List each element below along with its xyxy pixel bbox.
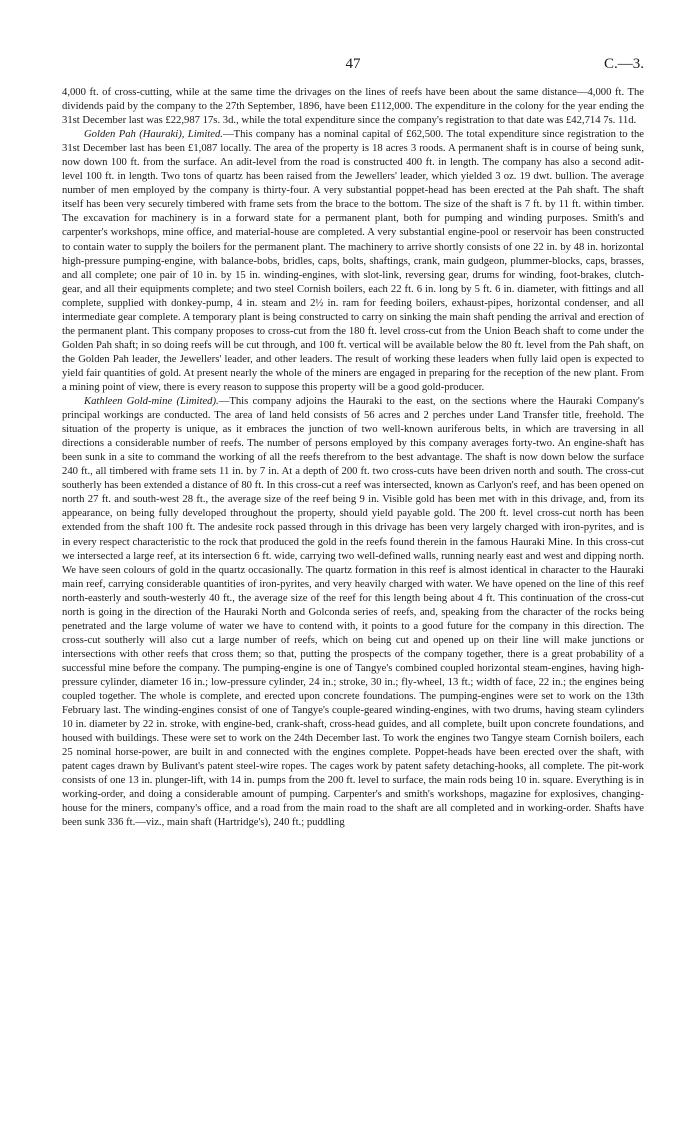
document-page (62, 56, 644, 830)
company-name: Kathleen Gold-mine (Limited). (84, 396, 219, 408)
company-name: Golden Pah (Hauraki), Limited. (84, 129, 223, 141)
page-header (62, 56, 644, 78)
paragraph-text: 4,000 ft. of cross-cutting, while at the same time the drivages on the lines of reefs have been about the same distance—4,000 ft. The dividends paid by the company to the 27th September, 1896, have been £112,000. The expenditure in the colony for the year ending the 31st December last was £22,987 17s. 3d., while the total expenditure since the company's registration to that date was £42,714 7s. 11d. (62, 87, 644, 127)
page-number: 47 (345, 56, 361, 72)
paragraph-continuation (62, 86, 644, 128)
paragraph-kathleen (62, 395, 644, 830)
paragraph-text: —This company has a nominal capital of £62,500. The total expenditure since registration to the 31st December last has been £1,087 locally. The area of the property is 18 acres 3 roods. A permanent shaft is in course of being sunk, now down 100 ft. from the surface. An adit-level from the road is constructed 400 ft. in length. The company has also a second adit-level 100 ft. in length. Two tons of quartz has been raised from the Jewellers' leader, which yielded 3 oz. 19 dwt. bullion. The average number of men employed by the company is thirty-four. A very substantial poppet-head has been erected at the Pah shaft. The shaft itself has been very securely timbered with frame sets from the brace to the bottom. The size of the shaft is 7 ft. by 11 ft. within timber. The excavation for machinery is in a forward state for a permanent plant, both for pumping and winding purposes. Smith's and carpenter's workshops, mine office, and material-house are completed. A very substantial engine-pool or reservoir has been constructed to contain water to supply the boilers for the permanent plant. The machinery to arrive shortly consists of one 22 in. by 48 in. horizontal high-pressure pumping-engine, with balance-bobs, bridles, caps, bolts, shaftings, crank, main gudgeon, plummer-blocks, caps, brasses, and all complete; one pair of 10 in. by 15 in. winding-engines, with slot-link, reversing gear, drums for winding, foot-brakes, clutch-gear, and all their equipments complete; and two steel Cornish boilers, each 22 ft. 6 in. long by 5 ft. 6 in. diameter, with fittings and all complete, supplied with donkey-pump, 4 in. steam and 2½ in. ram for feeding boilers, exhaust-pipes, horizontal condenser, and all intermediate gear complete. A temporary plant is being constructed to carry on sinking the main shaft pending the arrival and erection of the permanent plant. This company proposes to cross-cut from the 180 ft. level cross-cut from the Union Beach shaft to come under the Golden Pah shaft; in so doing reefs will be cut through, and 100 ft. vertical will be available below the 80 ft. level from the Pah shaft, on the Golden Pah leader, the Jewellers' leader, and other leaders. The result of working these leaders when fully laid open is expected to yield fair quantities of gold. At present nearly the whole of the miners are engaged in preparing for the reception of the new plant. From a mining point of view, there is every reason to suppose this property will be a good gold-producer. (62, 129, 644, 393)
paragraph-text: —This company adjoins the Hauraki to the east, on the sections where the Hauraki Company's principal workings are conducted. The area of land held consists of 56 acres and 2 perches under Land Transfer title, freehold. The situation of the property is unique, as it embraces the junction of two well-known auriferous belts, in which are traversing in all directions a considerable number of reefs. The number of persons employed by this company averages forty-two. An engine-shaft has been sunk in a site to command the working of all the reefs therefrom to the best advantage. The shaft is now down below the surface 240 ft., all timbered with frame sets 11 in. by 7 in. At a depth of 200 ft. two cross-cuts have been driven north and south. The cross-cut southerly has been extended a distance of 80 ft. In this cross-cut a reef was intersected, known as Carlyon's reef, and has been opened on north 27 ft. and south-west 28 ft., the average size of the reef being 9 in. Visible gold has been met with in this drivage, and, from its appearance, on being fully developed throughout the property, should yield payable gold. The 200 ft. level cross-cut north has been extended from the shaft 100 ft. The andesite rock passed through in this drivage has been very largely charged with iron-pyrites, and is in every respect characteristic to the rock that produced the gold in the reefs found therein in the famous Hauraki Mine. In this cross-cut we intersected a large reef, at its intersection 6 ft. wide, carrying two well-defined walls, running nearly east and west and dipping north. We have seen colours of gold in the quartz occasionally. The quartz formation in this reef is almost identical in character to the Hauraki main reef, carrying considerable quantities of iron-pyrites, and very heavily charged with water. We have opened on the line of this reef north-easterly and south-westerly 40 ft., the average size of the reef for this length being about 4 ft. This continuation of the cross-cut north is going in the direction of the Hauraki North and Golconda series of reefs, and, speaking from the character of the rocks being penetrated and the large volume of water we have to contend with, it points to a good future for the company in this direction. The cross-cut southerly will also cut a large number of reefs, which on being cut and opened up on their line will make junctions or intersections with other reefs that cross them; so that, putting the prospects of the company together, there is a great probability of a successful mine before the company. The pumping-engine is one of Tangye's combined coupled horizontal steam-engines, having high-pressure cylinder, diameter 16 in.; low-pressure cylinder, 24 in.; stroke, 30 in.; fly-wheel, 13 ft.; width of face, 22 in.; the engines being coupled together. The whole is complete, and erected upon concrete foundations. The pumping-engines were set to work on the 13th February last. The winding-engines consist of one of Tangye's couple-geared winding-engines, with two drums, having steam cylinders 10 in. diameter by 22 in. stroke, with engine-bed, crank-shaft, cross-head guides, and all complete, built upon concrete foundations, and housed with buildings. These were set to work on the 24th December last. To work the engines two Tangye steam Cornish boilers, each 25 nominal horse-power, are built in and connected with the engines complete. Poppet-heads have been erected over the shaft, with patent cages drawn by Bulivant's patent steel-wire ropes. The cages work by patent safety detaching-hooks, all complete. The pit-work consists of one 13 in. plunger-lift, with 14 in. pumps from the 200 ft. level to surface, the main rods being 10 in. square. Everything is in working-order, and doing a considerable amount of pumping. Carpenter's and smith's workshops, magazine for explosives, changing-house for the miners, company's office, and a road from the main road to the shaft are all completed and in working-order. Shafts have been sunk 336 ft.—viz., main shaft (Hartridge's), 240 ft.; puddling (62, 396, 644, 829)
section-code: C.—3. (603, 56, 644, 72)
paragraph-golden-pah (62, 128, 644, 395)
